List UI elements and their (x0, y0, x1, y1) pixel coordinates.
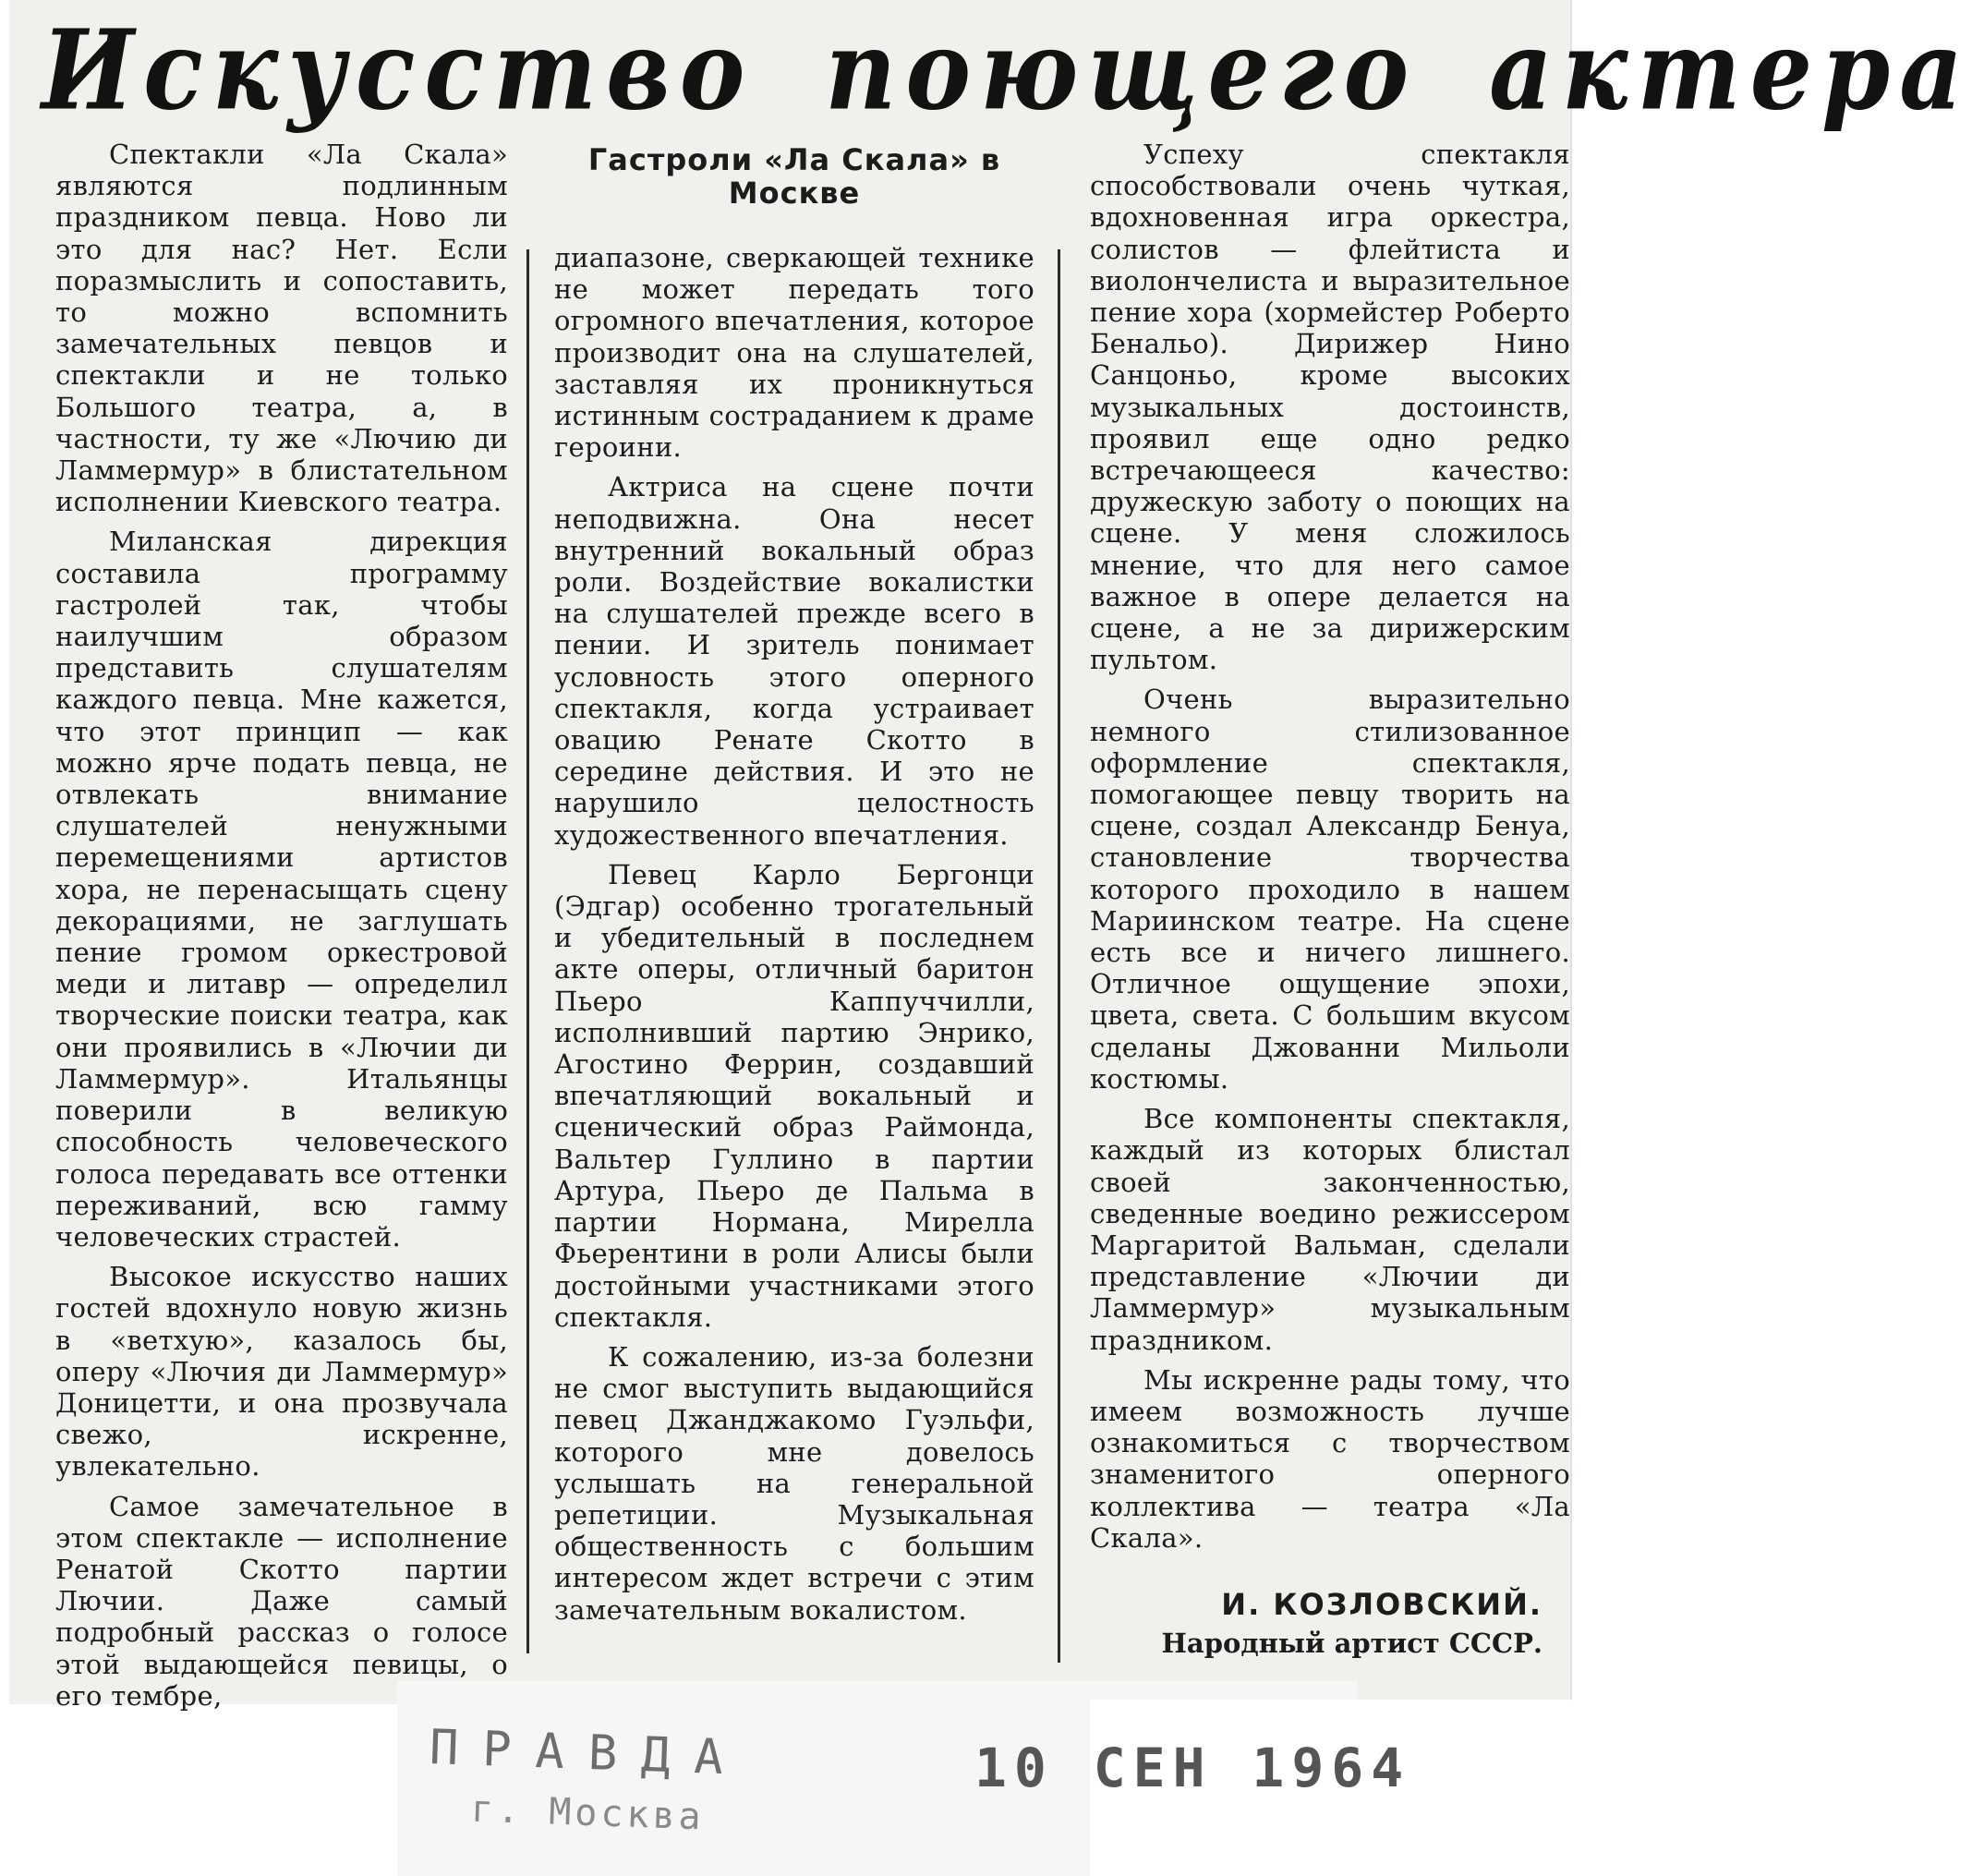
author-title: Народный артист СССР. (1161, 1628, 1543, 1659)
paragraph: Все компоненты спектакля, каждый из которых блистал своей законченностью, сведенные воедино режиссером Маргаритой Вальман, сделали представление «Лючии ди Ламмермур» музыкальным праздником. (1090, 1103, 1570, 1356)
paragraph: Певец Карло Бергонци (Эдгар) особенно трогательный и убедительный в последнем акте оперы, отличный баритон Пьеро Каппуччилли, исполнивший партию Энрико, Агостино Феррин, создавший впечатляющий вокальный и сценический образ Раймонда, Вальтер Гуллино в партии Артура, Пьеро де Пальма в партии Нормана, Мирелла Фьерентини в роли Алисы были достойными участниками этого спектакля. (554, 858, 1034, 1333)
paragraph: Спектакли «Ла Скала» являются подлинным праздником певца. Ново ли это для нас? Нет. Если поразмыслить и сопоставить, то можно вспомнить замечательных певцов и спектакли и не только Большого театра, а, в частности, ту же «Лючию ди Ламмермур» в блистательном исполнении Киевского театра. (55, 139, 508, 518)
stamp-date: 10 СЕН 1964 (974, 1737, 1411, 1799)
paragraph: Миланская дирекция составила программу гастролей так, чтобы наилучшим образом представить слушателям каждого певца. Мне кажется, что этот принцип — как можно ярче подать певца, не отвлекать внимание слушателей ненужными перемещениями артистов хора, не перенасыщать сцену декорациями, не заглушать пение громом оркестровой меди и литавр — определил творческие поиски театра, как они проявились в «Лючии ди Ламмермур». Итальянцы поверили в великую способность человеческого голоса передавать все оттенки переживаний, всю гамму человеческих страстей. (55, 526, 508, 1253)
article-column-3 (1090, 139, 1570, 1562)
paragraph: диапазоне, сверкающей технике не может передать того огромного впечатления, которое производит она на слушателей, заставляя их проникнуться истинным состраданием к драме героини. (554, 242, 1034, 464)
stamp-city: г. Москва (470, 1787, 706, 1839)
column-divider (1058, 249, 1060, 1663)
author-name: И. КОЗЛОВСКИЙ. (1221, 1587, 1543, 1622)
paragraph: Высокое искусство наших гостей вдохнуло новую жизнь в «ветхую», казалось бы, оперу «Лючия ди Ламмермур» Доницетти, и она прозвучала свежо, искренне, увлекательно. (55, 1261, 508, 1483)
paragraph: Актриса на сцене почти неподвижна. Она несет внутренний вокальный образ роли. Воздействие вокалистки на слушателей прежде всего в пении. И зритель понимает условность этого оперного спектакля, когда устраивает овацию Ренате Скотто в середине действия. И это не нарушило целостность художественного впечатления. (554, 471, 1034, 851)
paragraph: Самое замечательное в этом спектакле — исполнение Ренатой Скотто партии Лючии. Даже самый подробный рассказ о голосе этой выдающейся певицы, о его тембре, (55, 1490, 508, 1712)
column-divider (526, 249, 529, 1653)
article-subheading: Гастроли «Ла Скала» в Москве (587, 142, 1001, 211)
paragraph: К сожалению, из-за болезни не смог выступить выдающийся певец Джанджакомо Гуэльфи, которого мне довелось услышать на генеральной репетиции. Музыкальная общественность с большим интересом ждет встречи с этим замечательным вокалистом. (554, 1340, 1034, 1626)
paragraph: Мы искренне рады тому, что имеем возможность лучше ознакомиться с творчеством знаменитого оперного коллектива — театра «Ла Скала». (1090, 1363, 1570, 1554)
stamp-newspaper-name: ПРАВДА (429, 1720, 748, 1786)
article-column-1 (55, 139, 508, 1720)
paragraph: Успеху спектакля способствовали очень чуткая, вдохновенная игра оркестра, солистов — флейтиста и виолончелиста и выразительное пение хора (хормейстер Роберто Бенальо). Дирижер Нино Санцоньо, кроме высоких музыкальных достоинств, проявил еще одно редко встречающееся качество: дружескую заботу о поющих на сцене. У меня сложилось мнение, что для него самое важное в опере делается на сцене, а не за дирижерским пультом. (1090, 139, 1570, 676)
paragraph: Очень выразительно немного стилизованное оформление спектакля, помогающее певцу творить на сцене, создал Александр Бенуа, становление творчества которого проходило в нашем Мариинском театре. На сцене есть все и ничего лишнего. Отличное ощущение эпохи, цвета, света. С большим вкусом сделаны Джованни Мильоли костюмы. (1090, 684, 1570, 1095)
article-headline: Искусство поющего актера (42, 5, 1972, 135)
article-column-2 (554, 242, 1034, 1634)
